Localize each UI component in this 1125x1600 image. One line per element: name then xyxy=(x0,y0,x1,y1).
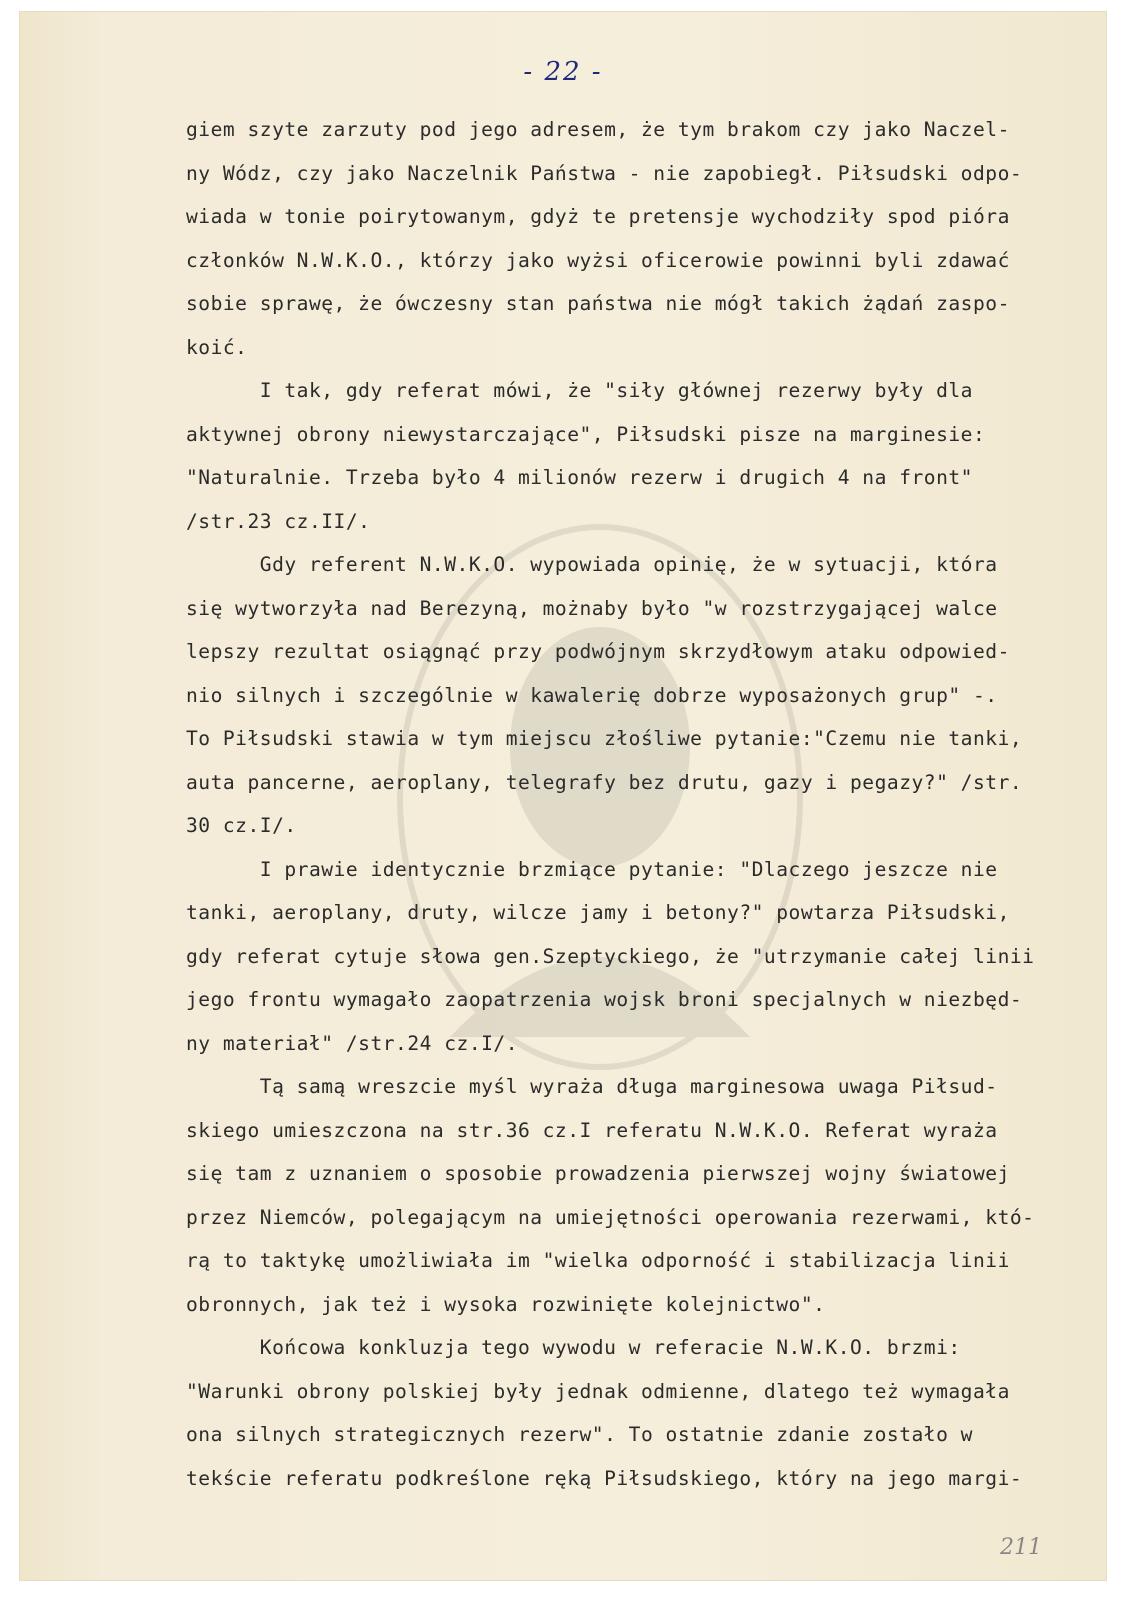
text-line: skiego umieszczona na str.36 cz.I referatu N.W.K.O. Referat wyraża xyxy=(186,1118,998,1142)
page-number: - 22 - xyxy=(523,57,603,87)
text-line: "Naturalnie. Trzeba było 4 milionów rezerw i drugich 4 na front" xyxy=(186,466,973,489)
text-line: tanki, aeroplany, druty, wilcze jamy i betony?" powtarza Piłsudski, xyxy=(186,901,1010,924)
text-line: przez Niemców, polegającym na umiejętności operowania rezerwami, któ- xyxy=(186,1205,1035,1229)
text-line: Gdy referent N.W.K.O. wypowiada opinię, że w sytuacji, która xyxy=(186,553,998,576)
text-line: obronnych, jak też i wysoka rozwinięte kolejnictwo". xyxy=(186,1292,826,1316)
text-line: tekście referatu podkreślone ręką Piłsudskiego, który na jego margi- xyxy=(186,1466,1023,1490)
text-line: jego frontu wymagało zaopatrzenia wojsk broni specjalnych w niezbęd- xyxy=(186,988,1023,1011)
text-line: się wytworzyła nad Berezyną, możnaby było "w rozstrzygającej walce xyxy=(186,596,998,620)
text-line: aktywnej obrony niewystarczające", Piłsudski pisze na marginesie: xyxy=(186,422,986,446)
text-line: rą to taktykę umożliwiała im "wielka odporność i stabilizacja linii xyxy=(186,1249,1010,1272)
text-line: Końcowa konkluzja tego wywodu w referacie N.W.K.O. brzmi: xyxy=(186,1336,961,1359)
text-line: członków N.W.K.O., którzy jako wyżsi oficerowie powinni byli zdawać xyxy=(186,248,1010,272)
text-line: To Piłsudski stawia w tym miejscu złośliwe pytanie:"Czemu nie tanki, xyxy=(186,727,1023,750)
text-line: gdy referat cytuje słowa gen.Szeptyckiego, że "utrzymanie całej linii xyxy=(186,944,1035,968)
text-line: /str.23 cz.II/. xyxy=(186,509,371,533)
document-page xyxy=(20,12,1106,1580)
text-line: nio silnych i szczególnie w kawalerię dobrze wyposażonych grup" -. xyxy=(186,683,998,707)
text-line: lepszy rezultat osiągnąć przy podwójnym skrzydłowym ataku odpowied- xyxy=(186,640,1010,663)
text-line: koić. xyxy=(186,335,248,359)
body-text xyxy=(186,108,1086,1500)
text-line: się tam z uznaniem o sposobie prowadzenia pierwszej wojny światowej xyxy=(186,1162,1010,1185)
text-line: 30 cz.I/. xyxy=(186,814,297,837)
text-line: "Warunki obrony polskiej były jednak odmienne, dlatego też wymagała xyxy=(186,1379,1010,1403)
text-line: I prawie identycznie brzmiące pytanie: "Dlaczego jeszcze nie xyxy=(186,857,998,881)
text-line: ny materiał" /str.24 cz.I/. xyxy=(186,1031,519,1055)
text-line: sobie sprawę, że ówczesny stan państwa nie mógł takich żądań zaspo- xyxy=(186,292,1010,315)
text-line: wiada w tonie poirytowanym, gdyż te pretensje wychodziły spod pióra xyxy=(186,205,1010,228)
text-line: I tak, gdy referat mówi, że "siły głównej rezerwy były dla xyxy=(186,379,973,402)
text-line: ona silnych strategicznych rezerw". To ostatnie zdanie zostało w xyxy=(186,1423,973,1446)
text-line: giem szyte zarzuty pod jego adresem, że tym brakom czy jako Naczel- xyxy=(186,118,1010,141)
text-line: Tą samą wreszcie myśl wyraża długa marginesowa uwaga Piłsud- xyxy=(186,1075,998,1098)
archive-number: 211 xyxy=(1000,1535,1042,1560)
text-line: ny Wódz, czy jako Naczelnik Państwa - nie zapobiegł. Piłsudski odpo- xyxy=(186,161,1023,185)
text-line: auta pancerne, aeroplany, telegrafy bez drutu, gazy i pegazy?" /str. xyxy=(186,770,1023,794)
